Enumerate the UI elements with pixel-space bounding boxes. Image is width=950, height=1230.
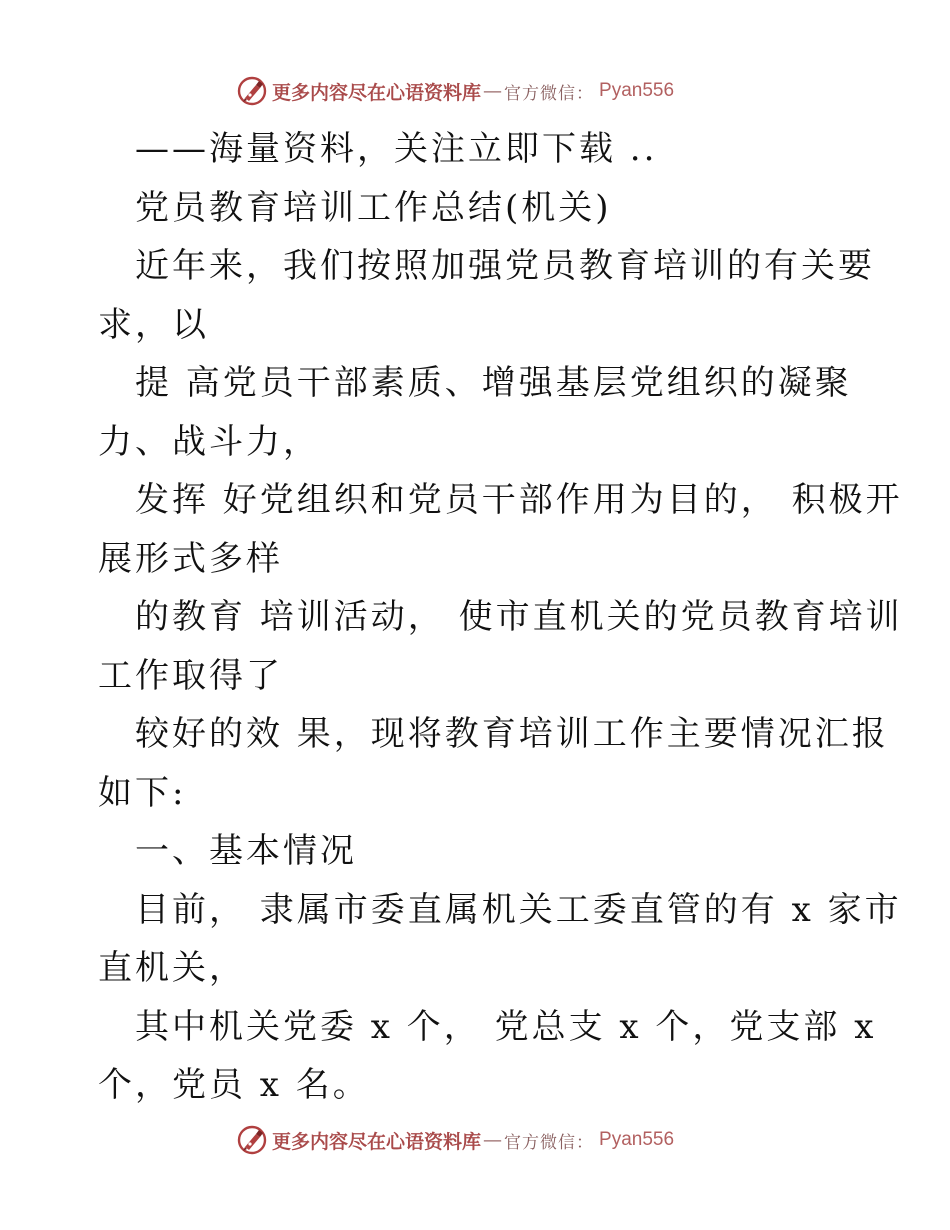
section-heading: 一、基本情况 [135, 831, 357, 871]
watermark-wechat-id: Pyan556 [599, 80, 675, 101]
document-body [98, 120, 903, 1115]
watermark-wechat-id: Pyan556 [599, 1129, 675, 1150]
document-line: 目前， 隶属市委直属机关工委直管的有 x 家市 [135, 889, 902, 930]
document-line: 直机关， [98, 948, 246, 988]
document-line: 力、战斗力， [98, 421, 320, 462]
document-line: 发挥 好党组织和党员干部作用为目的， 积极开 [135, 480, 903, 520]
document-line: 的教育 培训活动， 使市直机关的党员教育培训 [135, 597, 903, 637]
watermark-dash: — [483, 1129, 503, 1151]
watermark-colon: ： [576, 83, 594, 104]
document-line: 展形式多样 [98, 538, 283, 579]
watermark-subtitle: 官方微信 [504, 83, 577, 104]
document-title: 党员教育培训工作总结(机关) [135, 187, 612, 228]
pen-nib-logo-icon [236, 1124, 268, 1156]
document-line: 近年来，我们按照加强党员教育培训的有关要 [135, 246, 875, 286]
watermark-title: 更多内容尽在心语资料库 [272, 1130, 482, 1153]
watermark-header [236, 73, 674, 109]
watermark-dash: — [483, 80, 503, 102]
pen-nib-logo-icon [236, 75, 268, 107]
document-line: 求，以 [98, 304, 209, 345]
watermark-subtitle: 官方微信 [504, 1132, 577, 1153]
document-line: 其中机关党委 x 个， 党总支 x 个，党支部 x [135, 1006, 877, 1047]
document-line: 较好的效 果，现将教育培训工作主要情况汇报 [135, 714, 889, 754]
document-line: 个，党员 x 名。 [98, 1065, 370, 1105]
watermark-colon: ： [576, 1132, 594, 1153]
document-line: 如下: [98, 772, 187, 813]
watermark-footer [236, 1122, 674, 1158]
watermark-title: 更多内容尽在心语资料库 [272, 81, 482, 104]
document-line: 提 高党员干部素质、增强基层党组织的凝聚 [135, 363, 852, 403]
document-line: 工作取得了 [98, 655, 283, 696]
document-line: ——海量资料，关注立即下载 .. [135, 129, 658, 169]
